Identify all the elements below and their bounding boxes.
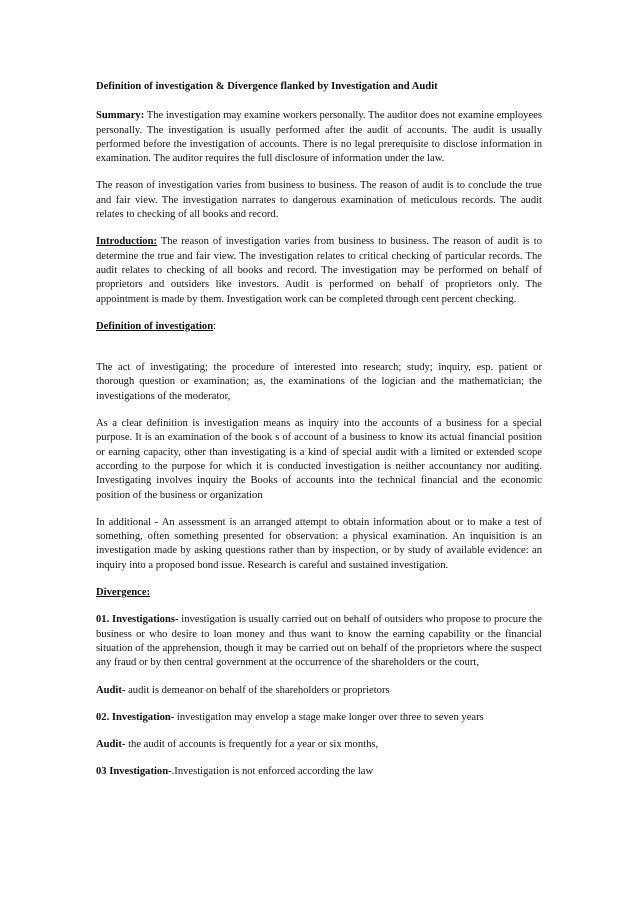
document-title: Definition of investigation & Divergence flanked by Investigation and Audit	[96, 81, 438, 92]
item-1-label: 01. Investigations-	[96, 614, 179, 626]
definition-heading-paragraph	[96, 320, 542, 334]
document-page	[96, 80, 542, 793]
item-1-text: investigation is usually carried out on behalf of outsiders who propose to procure the business or who desire to loan money and thus want to know the earning capability or the financial situation of the apprehension, though it may be carried out on behalf of the proprietors where the suspect any fraud or by then central government at the occurrence of the shareholders or the court,	[96, 614, 543, 669]
act-paragraph: The act of investigating; the procedure of interested into research; study; inquiry, esp. patient or thorough question or examination; as, the examinations of the logician and the mathematician; the investigations of the moderator,	[96, 362, 542, 402]
spacer	[96, 347, 542, 361]
audit-2-label: Audit-	[96, 739, 126, 751]
definition-heading: Definition of investigation	[96, 320, 214, 332]
divergence-item-2	[96, 711, 542, 725]
divergence-item-1	[96, 613, 542, 670]
audit-item-2	[96, 738, 542, 752]
divergence-heading: Divergence:	[96, 587, 151, 599]
item-3-text: .Investigation is not enforced according the law	[171, 766, 374, 778]
audit-1-label: Audit-	[96, 684, 126, 696]
introduction-paragraph	[96, 235, 542, 306]
audit-item-1	[96, 684, 542, 698]
item-2-text: investigation may envelop a stage make longer over three to seven years	[174, 711, 484, 723]
divergence-item-3	[96, 765, 542, 779]
summary-label: Summary:	[96, 110, 145, 122]
summary-text: The investigation may examine workers personally. The auditor does not examine employees personally. The investigation is usually performed after the audit of accounts. The audit is usually performed before the investigation of accounts. There is no legal prerequisite to disclose information in examination. The auditor requires the full disclosure of information under the law.	[96, 110, 542, 165]
item-3-label: 03 Investigation-	[96, 766, 172, 778]
summary-paragraph	[96, 109, 542, 166]
introduction-text: The reason of investigation varies from business to business. The reason of audit is to determine the true and fair view. The investigation relates to critical checking of particular records. The audit relates to checking of all books and record. The investigation may be performed on behalf of proprietors and outsiders like investors. Audit is performed on behalf of proprietors only. The appointment is made by them. Investigation work can be completed through cent percent checking.	[96, 236, 542, 305]
introduction-label: Introduction:	[96, 236, 158, 248]
definition-colon: :	[213, 320, 217, 332]
audit-2-text: the audit of accounts is frequently for a year or six months,	[125, 739, 379, 751]
additional-paragraph: In additional - An assessment is an arranged attempt to obtain information about or to make a test of something, often something presented for observation: a physical examination. An inquisition is an investigation made by asking questions rather than by inspection, or by study of available evidence: an inquiry into a proposed bond issue. Research is careful and sustained investigation.	[96, 516, 542, 571]
clear-definition-paragraph: As a clear definition is investigation means as inquiry into the accounts of a business for a special purpose. It is an examination of the book s of account of a business to know its actual financial position or earning capacity, other than investigating is a kind of special audit with a limited or extended scope according to the purpose for which it is conducted investigation is neither accountancy nor auditing. Investigating involves inquiry the Books of accounts into the technical financial and the economic position of the business or organization	[96, 418, 542, 501]
item-2-label: 02. Investigation-	[96, 711, 175, 723]
audit-1-text: audit is demeanor on behalf of the shareholders or proprietors	[125, 684, 390, 696]
divergence-heading-paragraph	[96, 586, 542, 600]
reason-paragraph: The reason of investigation varies from business to business. The reason of audit is to conclude the true and fair view. The investigation narrates to dangerous examination of meticulous records. The audit relates to checking of all books and record.	[96, 180, 542, 221]
